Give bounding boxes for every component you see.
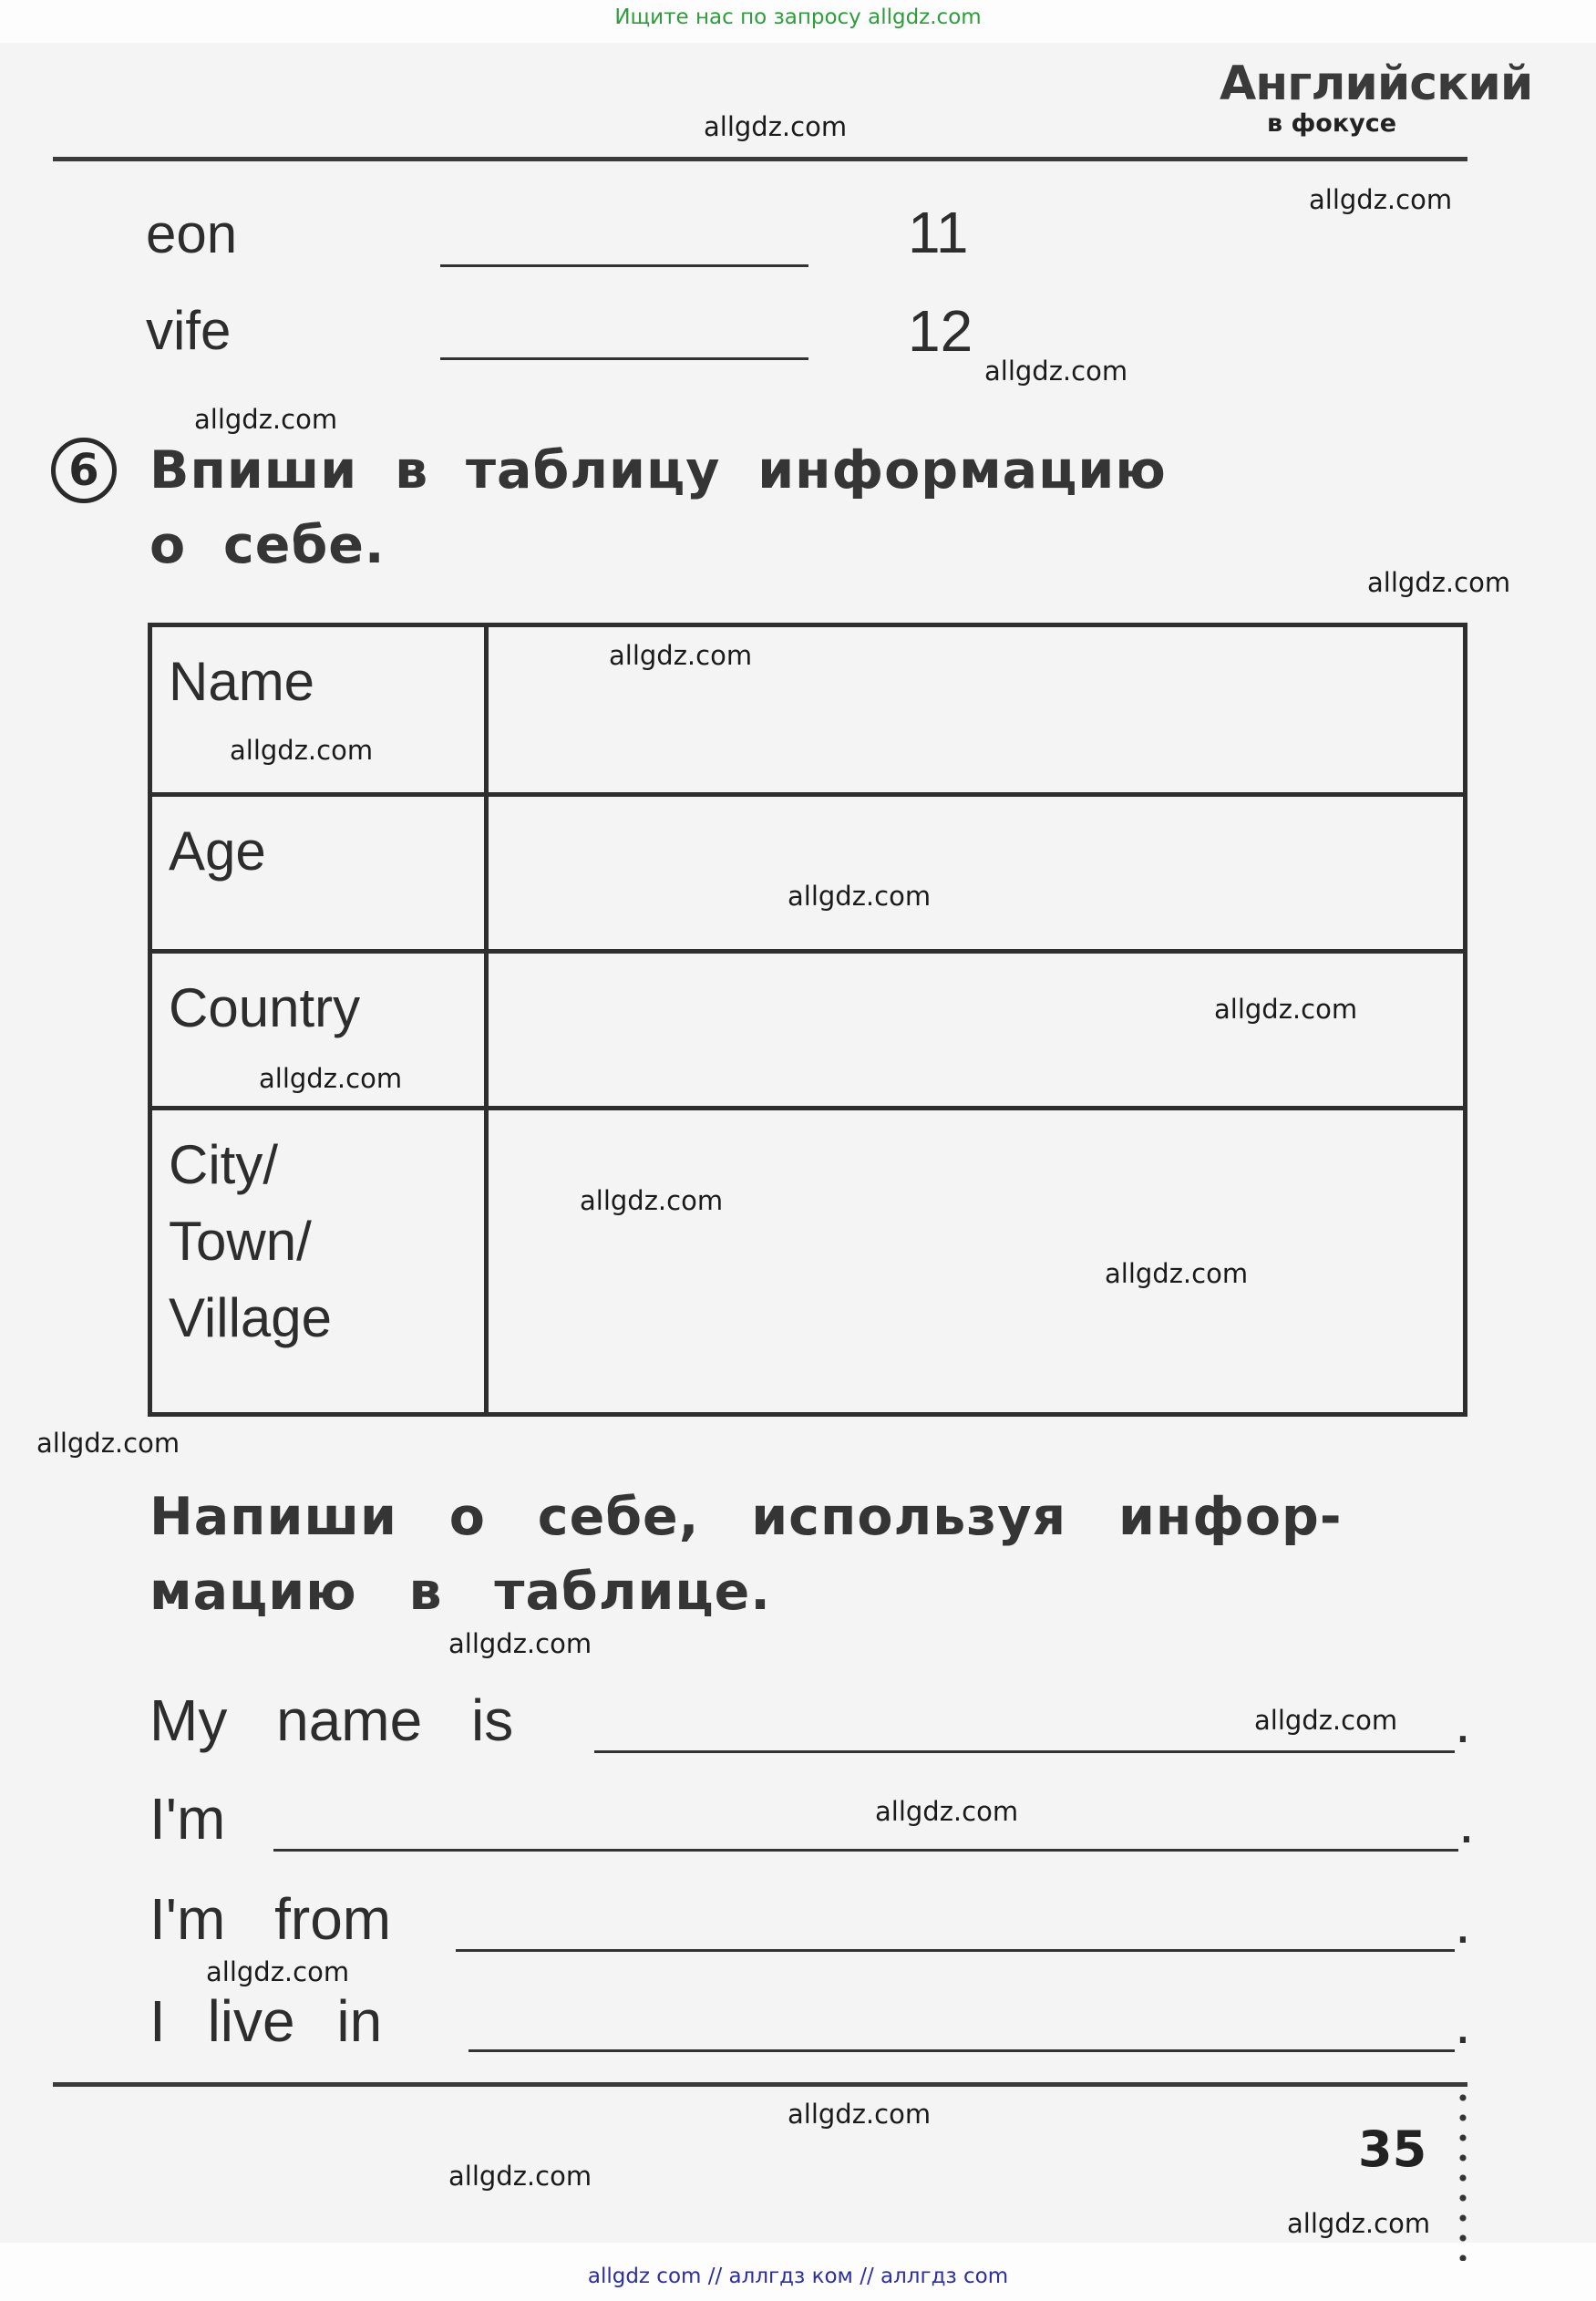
answer-blank-2 [440,357,808,360]
table-row [150,795,1466,952]
sentence-blank-age[interactable] [273,1849,1458,1852]
watermark: allgdz.com [1287,2208,1431,2239]
watermark: allgdz.com [1309,184,1453,215]
sentence-period: . [1458,1790,1475,1855]
logo-title: Английский [1220,57,1533,111]
logo-subtitle: в фокусе [1267,109,1397,138]
table-label-name: Name [150,625,487,795]
sentence-label-from: I'm from [149,1886,392,1952]
watermark: allgdz.com [1105,1258,1249,1289]
table-label-city: City/ Town/ Village [150,1109,487,1415]
watermark: allgdz.com [984,356,1128,387]
footer-banner[interactable]: allgdz com // аллгдз ком // аллгдз com [587,2265,1009,2288]
table-row [150,625,1466,795]
sentence-period: . [1455,1689,1471,1755]
watermark: allgdz.com [36,1428,180,1459]
watermark: allgdz.com [194,404,338,435]
watermark: allgdz.com [230,735,374,766]
table-value-age[interactable] [487,795,1466,952]
write-heading-line-1: Напиши о себе, используя инфор- [149,1487,1343,1547]
task-heading-line-1: Впиши в таблицу информацию [149,440,1167,500]
bottom-rule [53,2082,1467,2087]
watermark: allgdz.com [448,2161,592,2192]
sentence-period: . [1455,1990,1471,2056]
top-rule [53,157,1467,161]
watermark: allgdz.com [259,1063,403,1094]
write-heading-line-2: мацию в таблице. [149,1562,771,1622]
number-label-1: 11 [908,200,969,265]
page-edge-dots [1458,2088,1467,2261]
watermark: allgdz.com [788,2099,932,2130]
watermark: allgdz.com [1254,1705,1398,1736]
table-value-city[interactable] [487,1109,1466,1415]
sentence-label-live: I live in [149,1988,383,2054]
watermark: allgdz.com [206,1956,350,1987]
watermark: allgdz.com [448,1628,592,1659]
table-value-country[interactable] [487,952,1466,1109]
task-number-badge: 6 [51,438,117,503]
sentence-blank-live[interactable] [469,2049,1455,2052]
sentence-label-name: My name is [149,1687,514,1753]
page-number: 35 [1358,2120,1427,2178]
top-banner[interactable]: Ищите нас по запросу allgdz.com [614,5,982,29]
sentence-label-age: I'm [149,1786,226,1852]
task-heading-line-2: о себе. [149,515,386,575]
book-logo [1220,57,1533,148]
watermark: allgdz.com [788,881,932,912]
scrambled-word-2: vife [146,300,232,361]
sentence-blank-name[interactable] [594,1750,1455,1753]
sentence-blank-from[interactable] [456,1949,1455,1952]
watermark: allgdz.com [704,111,848,142]
watermark: allgdz.com [1367,567,1511,598]
table-row [150,1109,1466,1415]
watermark: allgdz.com [1214,994,1358,1025]
number-label-2: 12 [908,298,973,364]
table-label-country: Country [150,952,487,1109]
sentence-period: . [1455,1890,1471,1955]
scrambled-word-1: eon [146,203,238,264]
table-label-age: Age [150,795,487,952]
answer-blank-1 [440,264,808,267]
watermark: allgdz.com [580,1185,724,1216]
watermark: allgdz.com [875,1796,1019,1827]
watermark: allgdz.com [609,640,753,671]
